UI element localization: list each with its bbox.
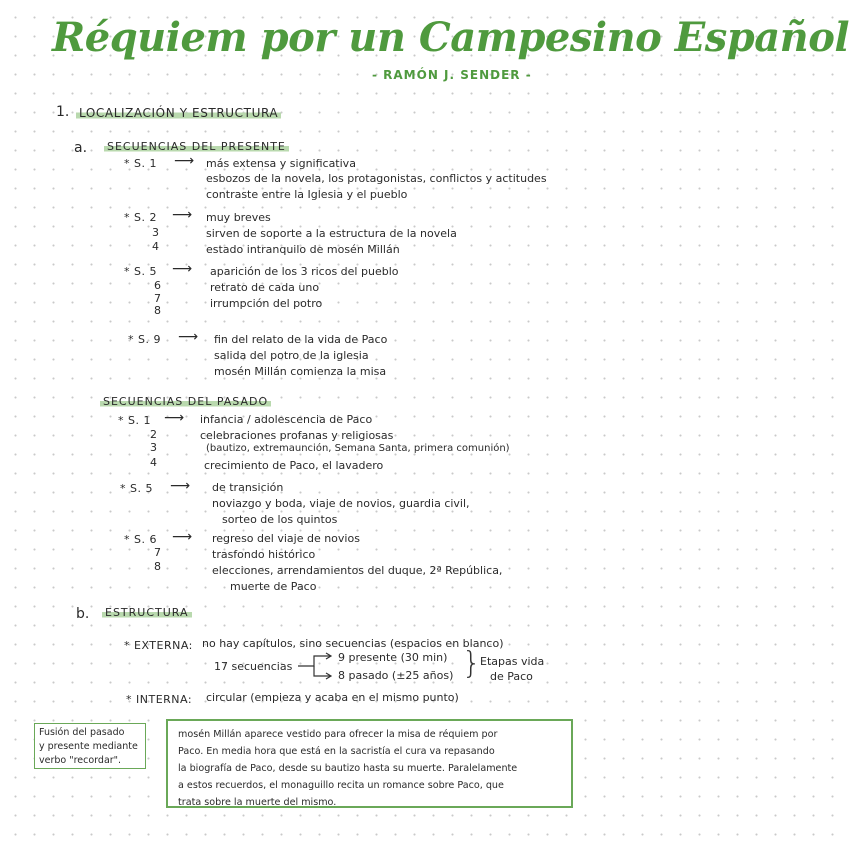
presente-s9-line: salida del potro de la iglesia bbox=[214, 349, 369, 362]
etapas-line: de Paco bbox=[490, 670, 533, 683]
note-fusion-line: y presente mediante bbox=[39, 741, 138, 752]
note-fusion-line: verbo "recordar". bbox=[39, 755, 122, 766]
presente-s2-line: sirven de soporte a la estructura de la novela bbox=[206, 227, 457, 240]
note-fusion-line: Fusión del pasado bbox=[39, 727, 125, 738]
arrow-icon: ⟶ bbox=[172, 529, 193, 545]
interna-label: * INTERNA: bbox=[126, 693, 193, 706]
presente-s5-num: 6 bbox=[154, 279, 162, 292]
presente-heading-text: SECUENCIAS DEL PRESENTE bbox=[104, 140, 289, 153]
presente-s2-num: 3 bbox=[152, 226, 160, 239]
pasado-s1-line: celebraciones profanas y religiosas bbox=[200, 429, 394, 442]
arrow-icon: ⟶ bbox=[164, 410, 185, 426]
presente-heading bbox=[104, 140, 289, 153]
page-title: Réquiem por un Campesino Español bbox=[52, 14, 849, 61]
pasado-s6-line: muerte de Paco bbox=[230, 580, 317, 593]
branch-arrows-icon bbox=[296, 650, 336, 682]
note-summary bbox=[166, 719, 573, 808]
arrow-icon: ⟶ bbox=[178, 329, 199, 345]
pasado-s1-line: crecimiento de Paco, el lavadero bbox=[204, 459, 384, 472]
pasado-s6-num: 8 bbox=[154, 560, 162, 573]
secuencias-count: 17 secuencias bbox=[214, 660, 293, 673]
presente-s5-num: 8 bbox=[154, 304, 162, 317]
pasado-s1-line: (bautizo, extremaunción, Semana Santa, primera comunión) bbox=[206, 443, 510, 454]
arrow-icon: ⟶ bbox=[170, 478, 191, 494]
estructura-heading-text: ESTRUCTURA bbox=[102, 606, 192, 619]
presente-s9-line: mosén Millán comienza la misa bbox=[214, 365, 387, 378]
presente-s1-label: * S. 1 bbox=[124, 157, 157, 170]
pasado-s1-num: 4 bbox=[150, 456, 158, 469]
presente-s5-line: irrumpción del potro bbox=[210, 297, 323, 310]
presente-s2-label: * S. 2 bbox=[124, 211, 157, 224]
pasado-s1-label: * S. 1 bbox=[118, 414, 151, 427]
section-heading bbox=[76, 106, 281, 120]
pasado-s6-line: elecciones, arrendamientos del duque, 2ª República, bbox=[212, 564, 503, 577]
note-summary-line: trata sobre la muerte del mismo. bbox=[178, 797, 337, 808]
section-heading-text: LOCALIZACIÓN Y ESTRUCTURA bbox=[76, 106, 281, 120]
pasado-s6-line: trasfondo histórico bbox=[212, 548, 316, 561]
pasado-heading bbox=[100, 395, 271, 408]
arrow-icon: ⟶ bbox=[174, 153, 195, 169]
brace-icon: } bbox=[462, 646, 482, 681]
note-summary-line: Paco. En media hora que está en la sacristía el cura va repasando bbox=[178, 746, 495, 757]
presente-s2-line: estado intranquilo de mosén Millán bbox=[206, 243, 400, 256]
pasado-s5-label: * S. 5 bbox=[120, 482, 153, 495]
pasado-s6-num: 7 bbox=[154, 546, 162, 559]
presente-s9-label: * S. 9 bbox=[128, 333, 161, 346]
presente-count: 9 presente (30 min) bbox=[338, 651, 448, 664]
externa-text: no hay capítulos, sino secuencias (espacios en blanco) bbox=[202, 637, 504, 650]
subsection-a-marker: a. bbox=[74, 140, 88, 156]
interna-text: circular (empieza y acaba en el mismo punto) bbox=[206, 691, 459, 704]
pasado-s6-line: regreso del viaje de novios bbox=[212, 532, 360, 545]
pasado-count: 8 pasado (±25 años) bbox=[338, 669, 454, 682]
presente-s5-line: retrato de cada uno bbox=[210, 281, 320, 294]
pasado-s5-line: de transición bbox=[212, 481, 284, 494]
note-summary-line: a estos recuerdos, el monaguillo recita un romance sobre Paco, que bbox=[178, 780, 504, 791]
pasado-s5-line: noviazgo y boda, viaje de novios, guardia civil, bbox=[212, 497, 470, 510]
presente-s5-num: 7 bbox=[154, 292, 162, 305]
estructura-heading bbox=[102, 606, 192, 619]
presente-s1-line: más extensa y significativa bbox=[206, 157, 356, 170]
note-fusion bbox=[34, 723, 146, 769]
externa-label: * EXTERNA: bbox=[124, 639, 193, 652]
section-number: 1. bbox=[56, 104, 70, 120]
subsection-b-marker: b. bbox=[76, 606, 90, 622]
arrow-icon: ⟶ bbox=[172, 207, 193, 223]
author-line: - RAMÓN J. SENDER - bbox=[372, 68, 532, 82]
note-summary-line: mosén Millán aparece vestido para ofrecer la misa de réquiem por bbox=[178, 729, 498, 740]
presente-s9-line: fin del relato de la vida de Paco bbox=[214, 333, 388, 346]
pasado-heading-text: SECUENCIAS DEL PASADO bbox=[100, 395, 271, 408]
presente-s1-line: esbozos de la novela, los protagonistas, conflictos y actitudes bbox=[206, 172, 547, 185]
presente-s5-label: * S. 5 bbox=[124, 265, 157, 278]
presente-s2-line: muy breves bbox=[206, 211, 271, 224]
presente-s1-line: contraste entre la Iglesia y el pueblo bbox=[206, 188, 408, 201]
presente-s2-num: 4 bbox=[152, 240, 160, 253]
pasado-s5-line: sorteo de los quintos bbox=[222, 513, 338, 526]
arrow-icon: ⟶ bbox=[172, 261, 193, 277]
pasado-s1-line: infancia / adolescencia de Paco bbox=[200, 413, 373, 426]
etapas-line: Etapas vida bbox=[480, 655, 545, 668]
pasado-s1-num: 2 bbox=[150, 428, 158, 441]
note-summary-line: la biografía de Paco, desde su bautizo hasta su muerte. Paralelamente bbox=[178, 763, 518, 774]
pasado-s1-num: 3 bbox=[150, 441, 158, 454]
pasado-s6-label: * S. 6 bbox=[124, 533, 157, 546]
presente-s5-line: aparición de los 3 ricos del pueblo bbox=[210, 265, 399, 278]
